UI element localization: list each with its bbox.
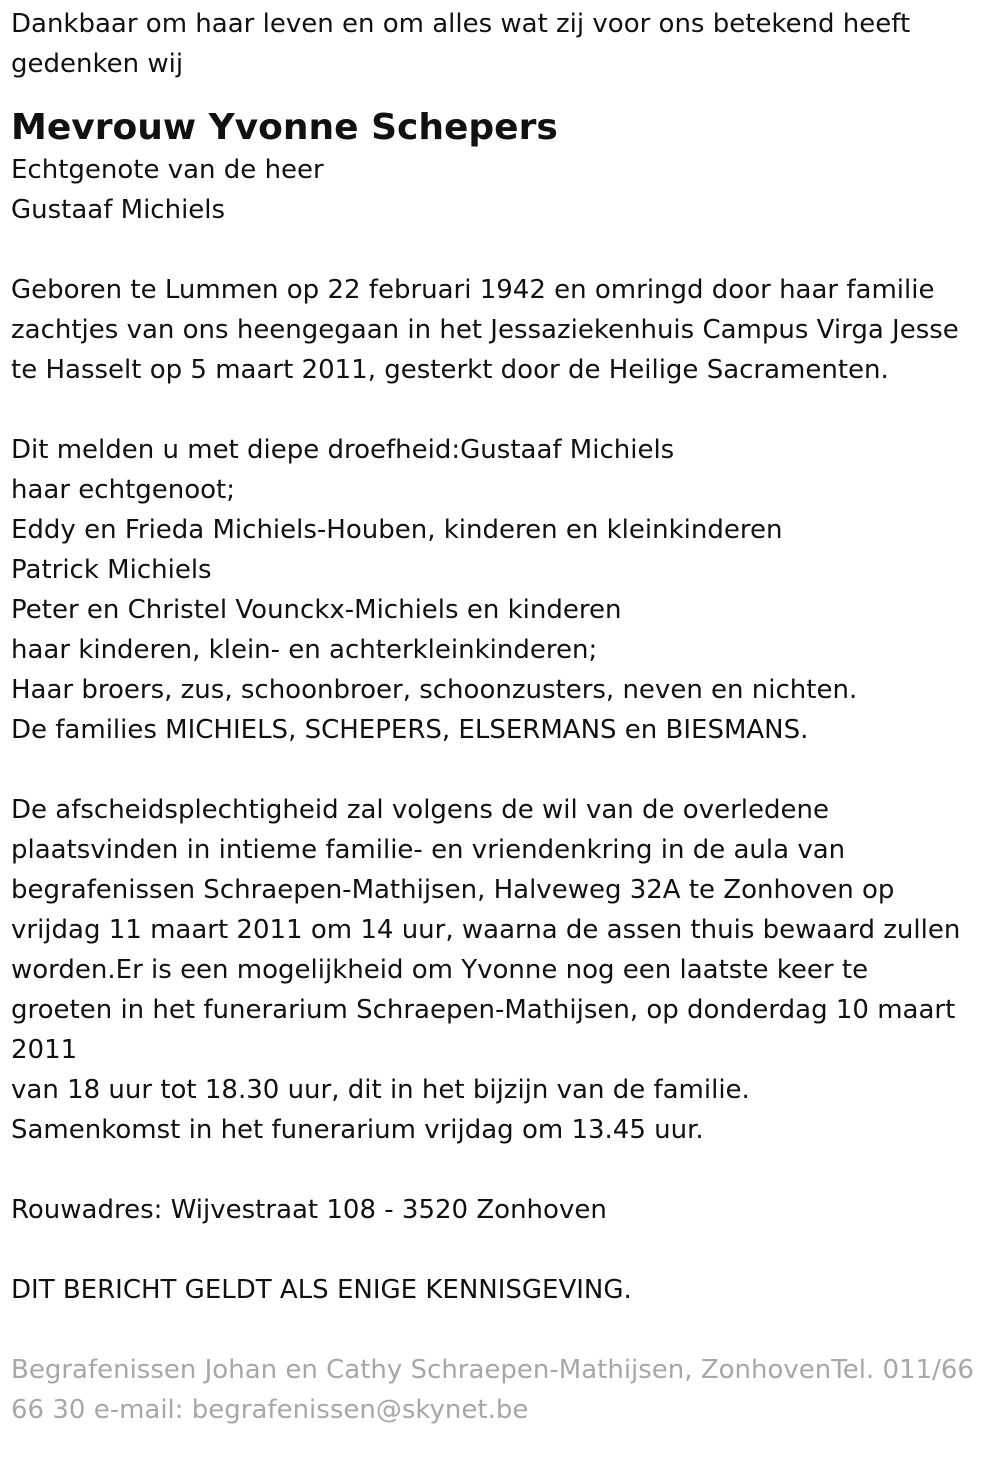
ceremony-paragraph: De afscheidsplechtigheid zal volgens de wil van de overledene plaatsvinden in intieme familie- en vriendenkring in de aula van begrafenissen Schraepen-Mathijsen, Halveweg 32A te Zonhoven op vrijdag 11 maart 2011 om 14 uur, waarna de assen thuis bewaard zullen worden.Er is een mogelijkheid om Yvonne nog een laatste keer te groeten in het funerarium Schraepen-Mathijsen, op donderdag 10 maart 2011 van 18 uur tot 18.30 uur, dit in het bijzijn van de familie. Samenkomst in het funerarium vrijdag om 13.45 uur. bbox=[11, 795, 961, 1145]
funeral-home-footer: Begrafenissen Johan en Cathy Schraepen-Mathijsen, ZonhovenTel. 011/66 66 30 e-mail: begrafenissen@skynet.be bbox=[11, 1355, 974, 1425]
spacer bbox=[11, 1150, 988, 1190]
spacer bbox=[11, 390, 988, 430]
notice-statement: DIT BERICHT GELDT ALS ENIGE KENNISGEVING. bbox=[11, 1275, 632, 1305]
family-announcement: Dit melden u met diepe droefheid:Gustaaf Michiels haar echtgenoot; Eddy en Frieda Michiels-Houben, kinderen en kleinkinderen Patrick Michiels Peter en Christel Vounckx-Michiels en kinderen haar kinderen, klein- en achterkleinkinderen; Haar broers, zus, schoonbroer, schoonzusters, neven en nichten. De families MICHIELS, SCHEPERS, ELSERMANS en BIESMANS. bbox=[11, 435, 858, 745]
birth-death-paragraph: Geboren te Lummen op 22 februari 1942 en omringd door haar familie zachtjes van ons heengegaan in het Jessaziekenhuis Campus Virga Jesse te Hasselt op 5 maart 2011, gesterkt door de Heilige Sacramenten. bbox=[11, 275, 959, 385]
spacer bbox=[11, 230, 988, 270]
mourning-address: Rouwadres: Wijvestraat 108 - 3520 Zonhoven bbox=[11, 1195, 607, 1225]
spouse-line-2: Gustaaf Michiels bbox=[11, 195, 226, 225]
spacer bbox=[11, 1310, 988, 1350]
intro-text: Dankbaar om haar leven en om alles wat zij voor ons betekend heeft gedenken wij bbox=[11, 9, 911, 79]
spacer bbox=[11, 750, 988, 790]
spouse-line-1: Echtgenote van de heer bbox=[11, 155, 324, 185]
spacer bbox=[11, 1230, 988, 1270]
deceased-name: Mevrouw Yvonne Schepers bbox=[11, 107, 558, 148]
